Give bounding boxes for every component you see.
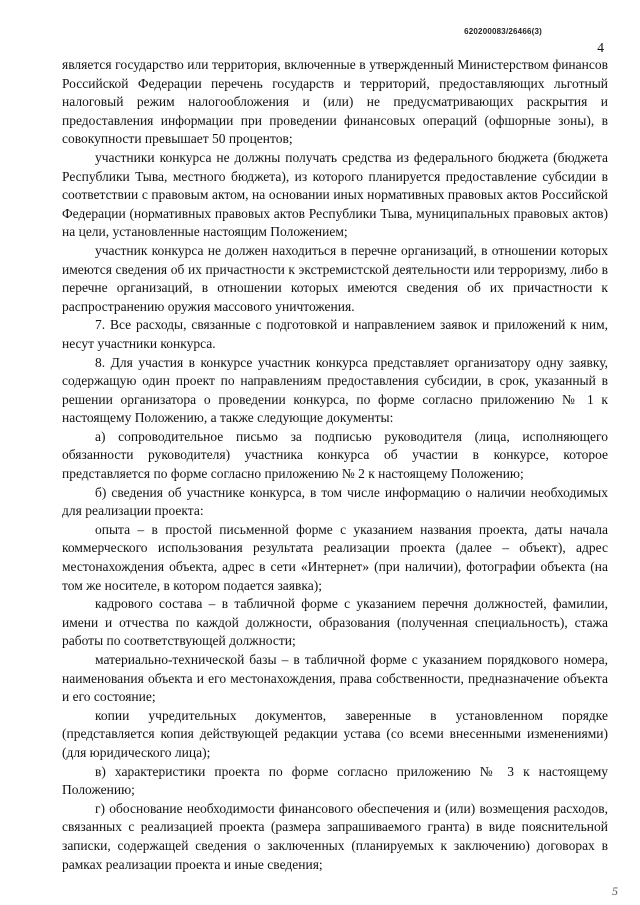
handwritten-mark: 5 bbox=[612, 884, 618, 898]
paragraph-item-8v: в) характеристики проекта по форме согласно приложению № 3 к настоящему Положению; bbox=[62, 763, 608, 798]
paragraph-founding-docs: копии учредительных документов, заверенные в установленном порядке (представляется копия действующей редакции устава (со всеми внесенными изменениями) (для юридического лица); bbox=[62, 707, 608, 760]
paragraph-item-8: 8. Для участия в конкурсе участник конкурса представляет организатору одну заявку, содержащую один проект по направлениям предоставления субсидии, в срок, указанный в решении организатора о проведении конкурса, по форме согласно приложению № 1 к настоящему Положению, а также следующие документы: bbox=[62, 354, 608, 426]
paragraph-staff: кадрового состава – в табличной форме с указанием перечня должностей, фамилии, имени и отчества по каждой должности, образования (полученная специальность), стажа работы по соответствующей должности; bbox=[62, 596, 608, 649]
paragraph-item-7: 7. Все расходы, связанные с подготовкой и направлением заявок и приложений к ним, несут участники конкурса. bbox=[62, 317, 608, 351]
paragraph-continuation: является государство или территория, включенные в утвержденный Министерством финансов Российской Федерации перечень государств и территорий, предоставляющих льготный налоговый режим налогообложения и (или) не предусматривающих раскрытия и предоставления информации при проведении финансовых операций (офшорные зоны), в совокупности превышает 50 процентов; bbox=[62, 57, 608, 147]
document-body bbox=[62, 56, 608, 874]
paragraph-item-8a: а) сопроводительное письмо за подписью руководителя (лица, исполняющего обязанности руководителя) участника конкурса об участии в конкурсе, которое представляется по форме согласно приложению № 2 к настоящему Положению; bbox=[62, 428, 608, 482]
paragraph-extremism-list: участник конкурса не должен находиться в перечне организаций, в отношении которых имеются сведения об их причастности к экстремистской деятельности или терроризму, либо в перечне организаций, в отношении которых имеются сведения об их причастности к распространению оружия массового уничтожения. bbox=[62, 242, 608, 314]
page-number: 4 bbox=[597, 40, 604, 55]
paragraph-item-8b: б) сведения об участнике конкурса, в том числе информацию о наличии необходимых для реализации проекта: bbox=[62, 484, 608, 519]
paragraph-material-base: материально-технической базы – в табличной форме с указанием порядкового номера, наименования объекта и его местонахождения, права собственности, предназначение объекта и его состояние; bbox=[62, 652, 608, 705]
paragraph-item-8g: г) обоснование необходимости финансового обеспечения и (или) возмещения расходов, связанных с реализацией проекта (размера запрашиваемого гранта) в виде пояснительной записки, содержащей сведения о заключенных (планируемых к заключению) договорах в рамках реализации проекта и иные сведения; bbox=[62, 800, 608, 872]
paragraph-no-federal-funds: участники конкурса не должны получать средства из федерального бюджета (бюджета Республики Тыва, местного бюджета), из которого планируется предоставление субсидии в соответствии с правовым актом, на основании иных нормативных правовых актов Российской Федерации (нормативных правовых актов Республики Тыва, муниципальных правовых актов) на цели, установленные настоящим Положением; bbox=[62, 149, 608, 240]
document-id: 620200083/26466(3) bbox=[464, 27, 542, 36]
paragraph-experience: опыта – в простой письменной форме с указанием названия проекта, даты начала коммерческого использования результата реализации проекта (далее – объект), адрес местонахождения объекта, адрес в сети «Интернет» (при наличии), фотографии объекта (на том же носителе, в котором подается заявка); bbox=[62, 521, 608, 593]
